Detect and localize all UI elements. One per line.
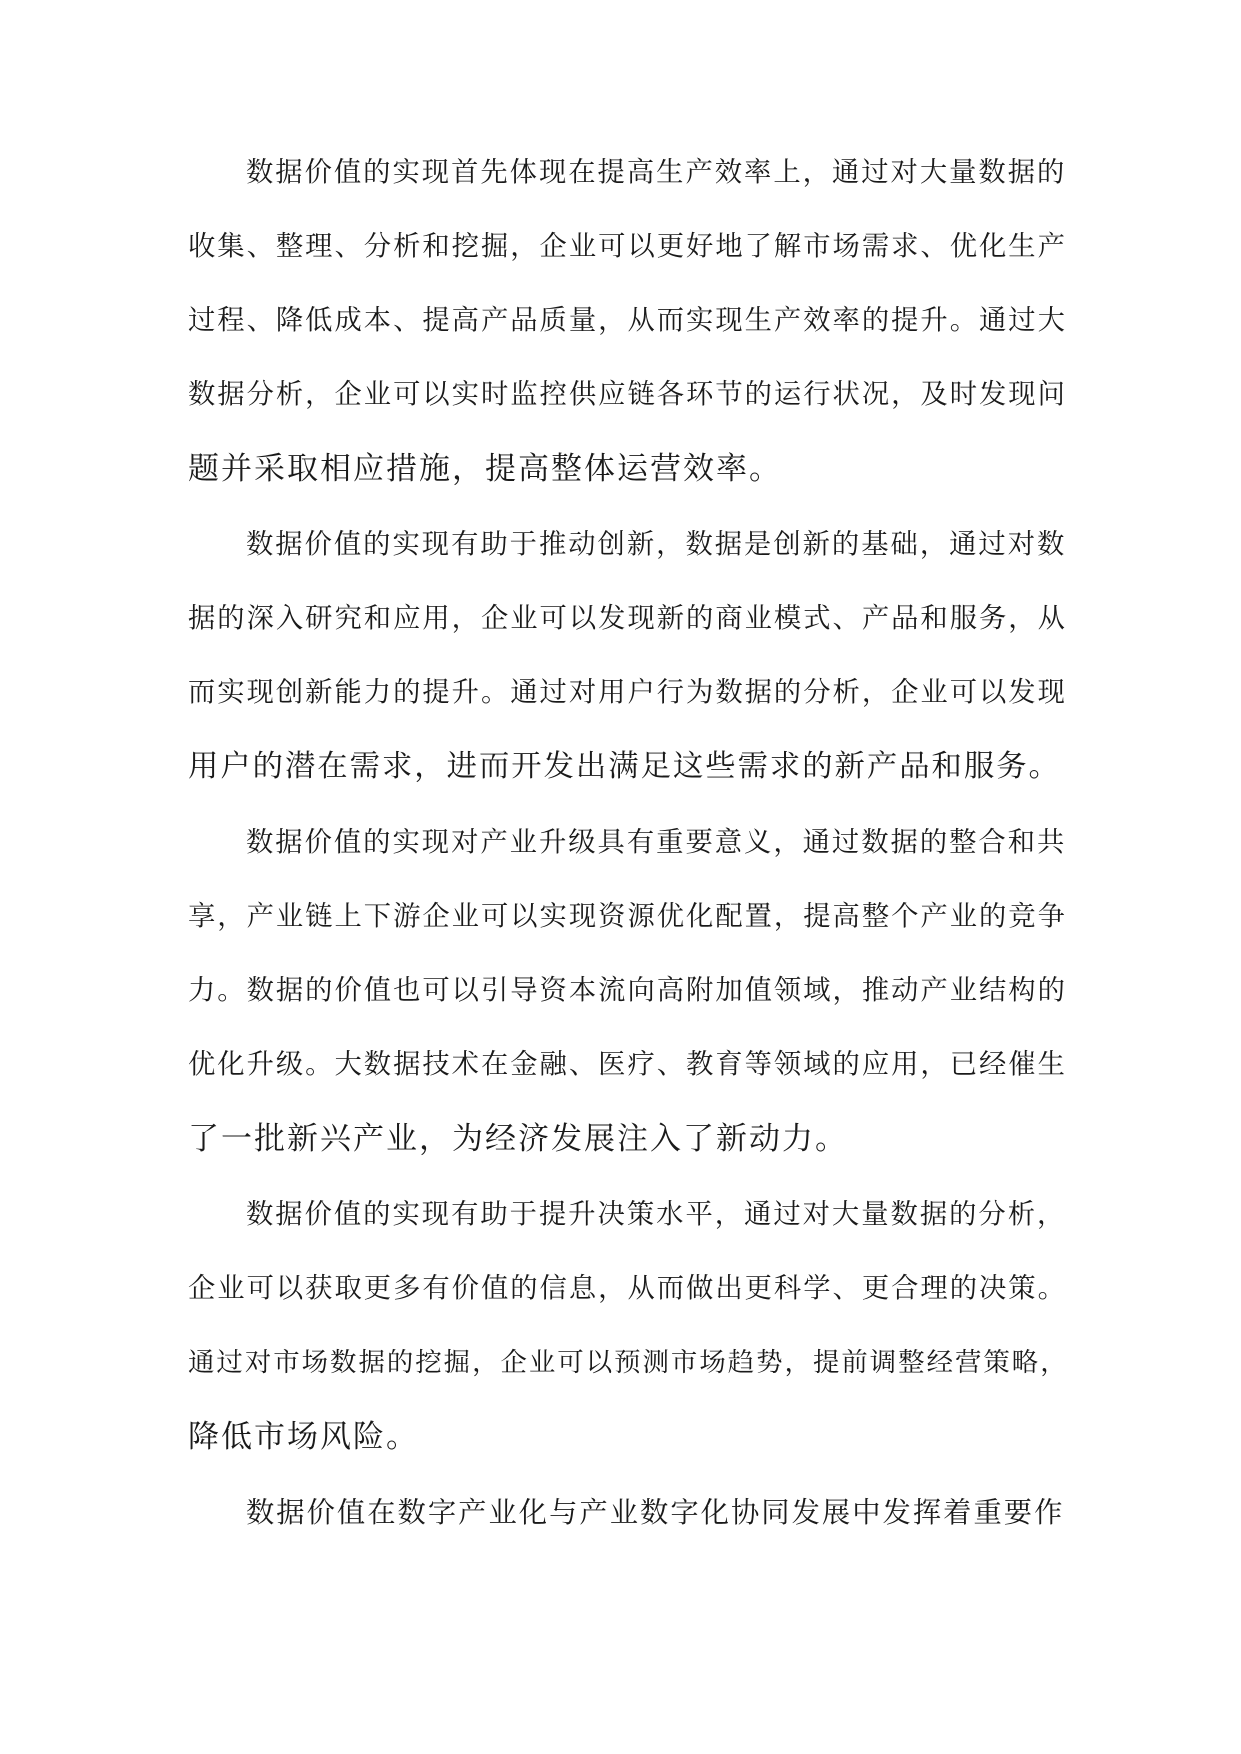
paragraph-1-line-4: 数据分析，企业可以实时监控供应链各环节的运行状况，及时发现问 bbox=[188, 379, 1067, 410]
paragraph-1-line-2: 收集、整理、分析和挖掘，企业可以更好地了解市场需求、优化生产 bbox=[188, 231, 1067, 262]
paragraph-2-line-2: 据的深入研究和应用，企业可以发现新的商业模式、产品和服务，从 bbox=[188, 603, 1067, 634]
paragraph-3-line-5: 了一批新兴产业，为经济发展注入了新动力。 bbox=[188, 1121, 848, 1157]
paragraph-3-line-4: 优化升级。大数据技术在金融、医疗、教育等领域的应用，已经催生 bbox=[188, 1049, 1067, 1080]
paragraph-1-line-5: 题并采取相应措施，提高整体运营效率。 bbox=[188, 451, 782, 487]
paragraph-3-line-1: 数据价值的实现对产业升级具有重要意义，通过数据的整合和共 bbox=[246, 827, 1067, 858]
paragraph-2-line-1: 数据价值的实现有助于推动创新，数据是创新的基础，通过对数 bbox=[246, 529, 1067, 560]
paragraph-2-line-4: 用户的潜在需求，进而开发出满足这些需求的新产品和服务。 bbox=[188, 749, 1061, 784]
paragraph-4-line-1: 数据价值的实现有助于提升决策水平，通过对大量数据的分析， bbox=[246, 1199, 1067, 1230]
paragraph-4-line-3: 通过对市场数据的挖掘，企业可以预测市场趋势，提前调整经营策略， bbox=[188, 1347, 1069, 1378]
paragraph-3-line-3: 力。数据的价值也可以引导资本流向高附加值领域，推动产业结构的 bbox=[188, 975, 1067, 1006]
paragraph-1-line-3: 过程、降低成本、提高产品质量，从而实现生产效率的提升。通过大 bbox=[188, 305, 1067, 336]
paragraph-1-line-1: 数据价值的实现首先体现在提高生产效率上，通过对大量数据的 bbox=[246, 157, 1067, 188]
paragraph-4-line-2: 企业可以获取更多有价值的信息，从而做出更科学、更合理的决策。 bbox=[188, 1273, 1067, 1304]
paragraph-4-line-4: 降低市场风险。 bbox=[188, 1419, 419, 1455]
paragraph-3-line-2: 享，产业链上下游企业可以实现资源优化配置，提高整个产业的竞争 bbox=[188, 901, 1067, 932]
paragraph-2-line-3: 而实现创新能力的提升。通过对用户行为数据的分析，企业可以发现 bbox=[188, 677, 1067, 708]
paragraph-5-line-1: 数据价值在数字产业化与产业数字化协同发展中发挥着重要作 bbox=[246, 1496, 1065, 1529]
